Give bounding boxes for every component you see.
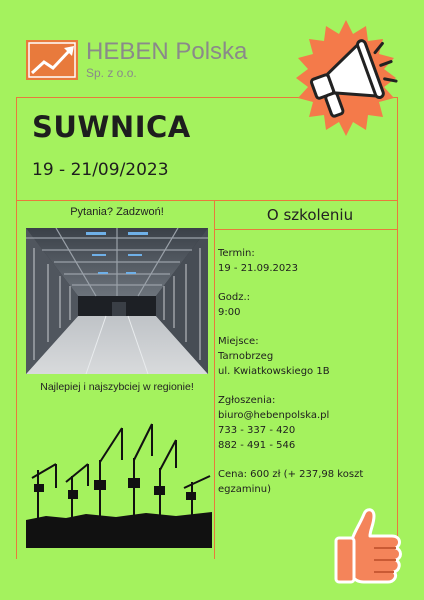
- price-line-2: egzaminu): [218, 484, 271, 495]
- trend-chart-logo-icon: [26, 40, 78, 80]
- time-value: 9:00: [218, 307, 241, 318]
- location-city: Tarnobrzeg: [218, 351, 274, 362]
- page-title: SUWNICA: [32, 110, 191, 144]
- frame-mid-horizontal: [16, 200, 398, 201]
- location-street: ul. Kwiatkowskiego 1B: [218, 366, 330, 377]
- time-label: Godz.:: [218, 292, 251, 303]
- location-label: Miejsce:: [218, 336, 259, 347]
- termin-label: Termin:: [218, 248, 255, 259]
- frame-left: [16, 97, 17, 559]
- company-legal-form: Sp. z o.o.: [86, 66, 137, 80]
- frame-column-divider: [214, 200, 215, 559]
- thumbs-up-icon: [330, 500, 414, 584]
- contact-phone-1[interactable]: 733 - 337 - 420: [218, 425, 296, 436]
- contact-phone-2[interactable]: 882 - 491 - 546: [218, 440, 296, 451]
- industrial-hall-image: [26, 228, 208, 374]
- frame-about-underline: [214, 229, 398, 230]
- price-line-1: Cena: 600 zł (+ 237,98 koszt: [218, 469, 364, 480]
- registration-label: Zgłoszenia:: [218, 395, 276, 406]
- tagline: Najlepiej i najszybciej w regionie!: [40, 381, 194, 393]
- frame-right: [397, 97, 398, 559]
- course-dates: 19 - 21/09/2023: [32, 160, 169, 180]
- course-info: [218, 246, 363, 511]
- cranes-silhouette-image: [26, 420, 212, 548]
- contact-email[interactable]: biuro@hebenpolska.pl: [218, 410, 330, 421]
- company-name: HEBEN Polska: [86, 38, 248, 65]
- about-heading: O szkoleniu: [266, 206, 354, 224]
- megaphone-icon: [286, 18, 406, 138]
- termin-value: 19 - 21.09.2023: [218, 263, 298, 274]
- call-prompt: Pytania? Zadzwoń!: [70, 206, 164, 218]
